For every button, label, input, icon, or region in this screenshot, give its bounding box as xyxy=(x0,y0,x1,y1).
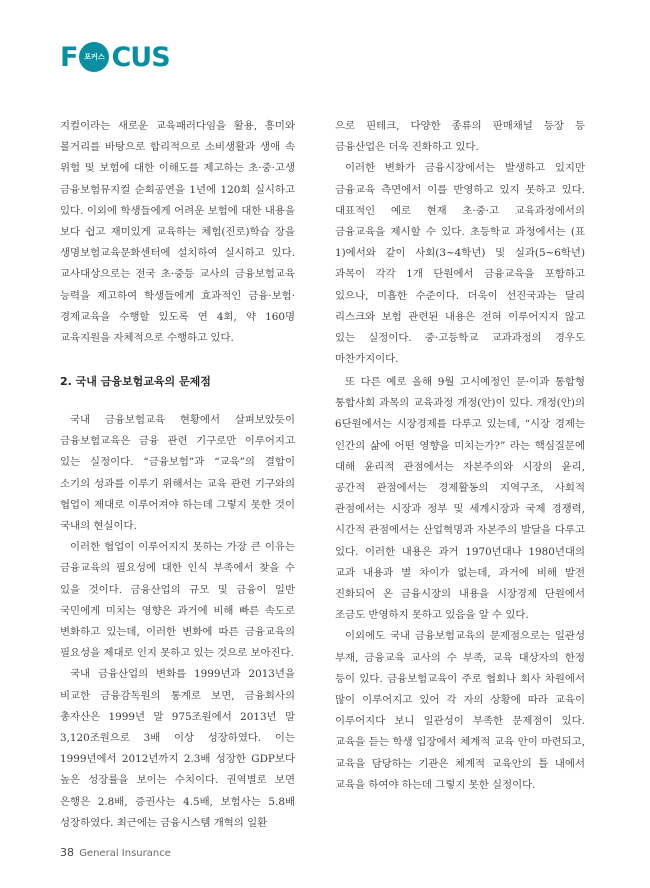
right-paragraph-continued: 으로 핀테크, 다양한 종류의 판매채널 등장 등 금융산업은 더욱 진화하고 있다. xyxy=(335,120,585,154)
right-column-lower xyxy=(335,372,585,796)
publication-name: General Insurance xyxy=(79,848,171,859)
page-footer xyxy=(60,846,171,859)
logo-letters-cus: CUS xyxy=(111,41,170,73)
left-column xyxy=(60,116,295,349)
right-paragraph-3: 또 다른 예로 올해 9월 고시예정인 문·이과 통합형 통합사회 과목의 교육과정 개정(안)이 있다. 개정(안)의 6단원에서는 시장경제를 다루고 있는데, “시장 경제는 인간의 삶에 어떤 영향을 미치는가?” 라는 핵심질문에 대해 윤리적 관점에서는 자본주의와 시장의 윤리, 공간적 관점에서는 경제활동의 지역구조, 사회적 관점에서는 시장과 정부 및 세계시장과 국제 경쟁력, 시간적 관점에서는 산업혁명과 자본주의 발달을 다루고 있다. 이러한 내용은 과거 1970년대나 1980년대의 교과 내용과 별 차이가 없는데, 과거에 비해 발전 진화되어 온 금융시장의 내용을 시장경제 단원에서 조금도 반영하지 못하고 있음을 알 수 있다. xyxy=(335,376,585,622)
left-column-body xyxy=(60,410,295,834)
left-paragraph-1: 국내 금융보험교육 현황에서 살펴보았듯이 금융보험교육은 금융 관련 기구로만 이루어지고 있는 실정이다. “금융보험”과 “교육”의 결합이 소기의 성과를 이루기 위해서는 교육 관련 기구와의 협업이 제대로 이루어져야 하는데 그렇지 못한 것이 국내의 현실이다. xyxy=(60,414,295,533)
logo-o-text: 포커스 xyxy=(84,53,105,61)
intro-paragraph: 지컬이라는 새로운 교육패러다임을 활용, 흥미와 볼거리를 바탕으로 합리적으로 소비생활과 생애 속 위험 및 보험에 대한 이해도를 제고하는 초·중·고생 금융보험뮤지컬 순회공연을 1년에 120회 실시하고 있다. 이외에 학생들에게 어려운 보험에 대한 내용을 보다 쉽고 재미있게 교육하는 체험(진로)학습 장을 생명보험교육문화센터에 설치하여 실시하고 있다. 교사대상으로는 전국 초·중등 교사의 금융보험교육 능력을 제고하여 학생들에게 효과적인 금융·보험·경제교육을 수행할 있도록 연 4회, 약 160명 교육지원을 자체적으로 수행하고 있다. xyxy=(60,120,295,345)
right-paragraph-4: 이외에도 국내 금융보험교육의 문제점으로는 일관성 부재, 금융교육 교사의 수 부족, 교육 대상자의 한정 등이 있다. 금융보험교육이 주로 협회나 회사 차원에서 많이 이루어지고 있어 각 자의 상황에 따라 교육이 이루어지다 보니 일관성이 부족한 문제점이 있다. 교육을 듣는 학생 입장에서 체계적 교육 안이 마련되고, 교육을 담당하는 기관은 체계적 교육안의 틀 내에서 교육을 하여야 하는데 그렇지 못한 실정이다. xyxy=(335,630,585,791)
right-column xyxy=(335,116,585,370)
right-paragraph-2: 이러한 변화가 금융시장에서는 발생하고 있지만 금융교육 측면에서 이를 반영하고 있지 못하고 있다. 대표적인 예로 현재 초·중·고 교육과정에서의 금융교육을 제시할 수 있다. 초등학교 과정에서는 (표 1)에서와 같이 사회(3~4학년) 및 실과(5~6학년) 과목이 각각 1개 단원에서 금융교육을 포함하고 있으나, 미흡한 수준이다. 더욱이 선진국과는 달리 리스크와 보험 관련된 내용은 전혀 이루어지지 않고 있는 실정이다. 중·고등학교 교과과정의 경우도 마찬가지이다. xyxy=(335,162,585,366)
page-number: 38 xyxy=(60,846,74,859)
left-paragraph-2: 이러한 협업이 이루어지지 못하는 가장 큰 이유는 금융교육의 필요성에 대한 인식 부족에서 찾을 수 있을 것이다. 금융산업의 규모 및 금융이 일반 국민에게 미치는 영향은 과거에 비해 빠른 속도로 변화하고 있는데, 이러한 변화에 따른 금융교육의 필요성을 제대로 인지 못하고 있는 것으로 보아진다. xyxy=(60,541,295,660)
left-paragraph-3: 국내 금융산업의 변화를 1999년과 2013년을 비교한 금융감독원의 통계로 보면, 금융회사의 총자산은 1999년 말 975조원에서 2013년 말 3,120조원으로 3배 이상 성장하였다. 이는 1999년에서 2012년까지 2.3배 성장한 GDP보다 높은 성장률을 보이는 수치이다. 권역별로 보면 은행은 2.8배, 증권사는 4.5배, 보험사는 5.8배 성장하였다. 최근에는 금융시스템 개혁의 일환 xyxy=(60,668,295,829)
section-title: 2. 국내 금융보험교육의 문제점 xyxy=(60,375,211,388)
logo-o-badge xyxy=(79,42,109,72)
section-heading-block xyxy=(60,372,295,392)
focus-logo xyxy=(60,40,170,74)
logo-letter-f: F xyxy=(60,41,78,73)
